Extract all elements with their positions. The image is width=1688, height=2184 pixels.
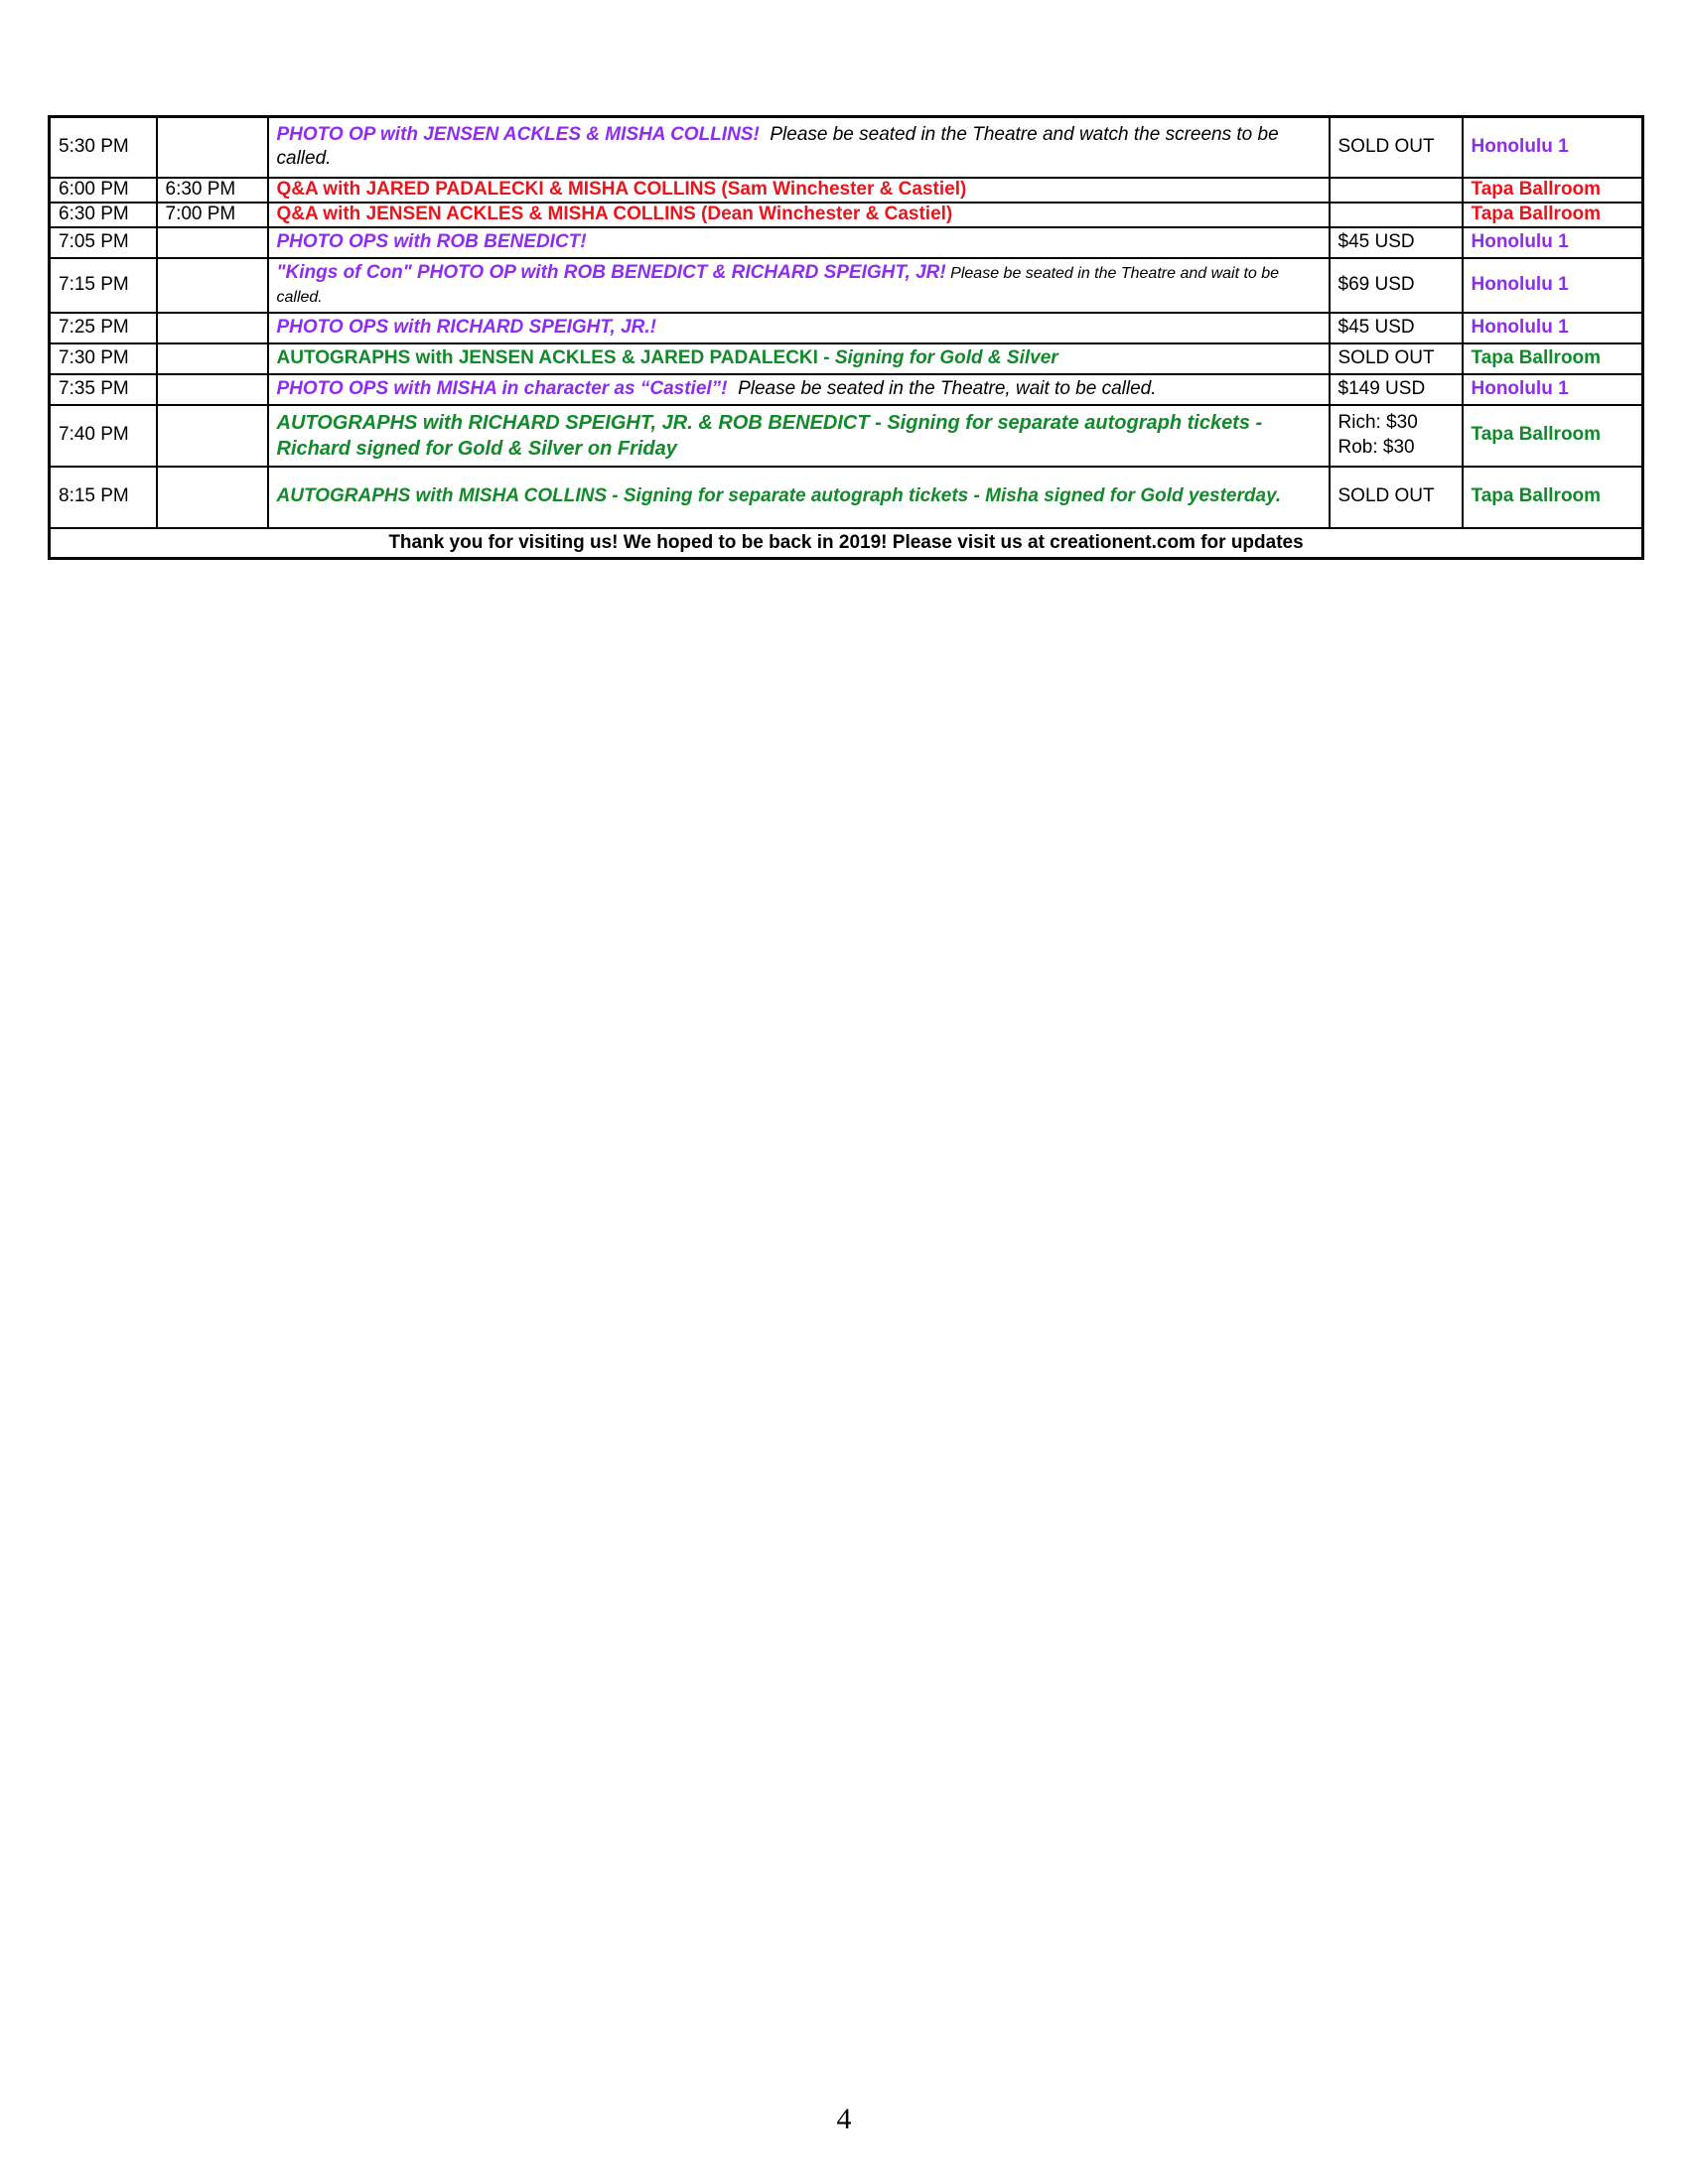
event-title: PHOTO OPS with ROB BENEDICT! <box>268 227 1330 258</box>
room: Tapa Ballroom <box>1463 467 1643 528</box>
page-number: 4 <box>836 2103 852 2135</box>
end-time <box>157 405 268 467</box>
event-description <box>268 343 1330 374</box>
table-row <box>50 203 1643 227</box>
end-time <box>157 374 268 405</box>
end-time: 7:00 PM <box>157 203 268 227</box>
room: Honolulu 1 <box>1463 313 1643 343</box>
event-title: "Kings of Con" PHOTO OP with ROB BENEDICT & RICHARD SPEIGHT, JR! <box>276 261 946 283</box>
table-footer-row <box>50 528 1643 559</box>
event-note: Please be seated in the Theatre and wait to be called. <box>276 264 1280 307</box>
start-time: 7:25 PM <box>50 313 157 343</box>
price: SOLD OUT <box>1330 117 1463 178</box>
end-time <box>157 258 268 313</box>
event-title: PHOTO OP with JENSEN ACKLES & MISHA COLLINS! <box>276 123 760 145</box>
start-time: 7:05 PM <box>50 227 157 258</box>
room: Honolulu 1 <box>1463 227 1643 258</box>
price: $45 USD <box>1330 313 1463 343</box>
event-note: Please be seated in the Theatre, wait to be called. <box>727 377 1157 399</box>
table-row <box>50 374 1643 405</box>
price-line: Rich: $30 <box>1337 411 1418 433</box>
event-title: AUTOGRAPHS with JENSEN ACKLES & JARED PADALECKI - <box>276 346 835 368</box>
price <box>1330 178 1463 203</box>
schedule-table <box>48 115 1644 560</box>
room: Tapa Ballroom <box>1463 343 1643 374</box>
event-description <box>268 117 1330 178</box>
table-row <box>50 405 1643 467</box>
end-time <box>157 117 268 178</box>
table-row <box>50 117 1643 178</box>
end-time <box>157 467 268 528</box>
event-title: PHOTO OPS with RICHARD SPEIGHT, JR.! <box>268 313 1330 343</box>
price: $45 USD <box>1330 227 1463 258</box>
event-title: AUTOGRAPHS with RICHARD SPEIGHT, JR. & ROB BENEDICT - Signing for separate autograph tickets - Richard signed for Gold & Silver on Friday <box>268 405 1330 467</box>
event-title: Q&A with JENSEN ACKLES & MISHA COLLINS (Dean Winchester & Castiel) <box>268 203 1330 227</box>
price: SOLD OUT <box>1330 467 1463 528</box>
price-line: Rob: $30 <box>1337 436 1415 458</box>
room: Honolulu 1 <box>1463 258 1643 313</box>
event-description <box>268 258 1330 313</box>
table-row <box>50 227 1643 258</box>
start-time: 5:30 PM <box>50 117 157 178</box>
price <box>1330 405 1463 467</box>
event-note: Signing for Gold & Silver <box>834 346 1058 368</box>
room: Tapa Ballroom <box>1463 405 1643 467</box>
table-row <box>50 343 1643 374</box>
start-time: 7:40 PM <box>50 405 157 467</box>
start-time: 7:30 PM <box>50 343 157 374</box>
table-row <box>50 258 1643 313</box>
end-time <box>157 227 268 258</box>
end-time <box>157 313 268 343</box>
room: Honolulu 1 <box>1463 374 1643 405</box>
room: Honolulu 1 <box>1463 117 1643 178</box>
end-time <box>157 343 268 374</box>
start-time: 8:15 PM <box>50 467 157 528</box>
table-row <box>50 178 1643 203</box>
event-note: Please be seated in the Theatre and watch the screens to be called. <box>276 123 1284 170</box>
end-time: 6:30 PM <box>157 178 268 203</box>
price <box>1330 203 1463 227</box>
room: Tapa Ballroom <box>1463 178 1643 203</box>
event-title: PHOTO OPS with MISHA in character as “Castiel”! <box>276 377 728 399</box>
price: $69 USD <box>1330 258 1463 313</box>
start-time: 6:00 PM <box>50 178 157 203</box>
start-time: 6:30 PM <box>50 203 157 227</box>
event-description <box>268 374 1330 405</box>
table-row <box>50 313 1643 343</box>
event-title: Q&A with JARED PADALECKI & MISHA COLLINS (Sam Winchester & Castiel) <box>268 178 1330 203</box>
price: SOLD OUT <box>1330 343 1463 374</box>
price: $149 USD <box>1330 374 1463 405</box>
start-time: 7:35 PM <box>50 374 157 405</box>
event-title: AUTOGRAPHS with MISHA COLLINS - Signing for separate autograph tickets - Misha signed for Gold yesterday. <box>268 467 1330 528</box>
footer-message: Thank you for visiting us! We hoped to be back in 2019! Please visit us at creationent.com for updates <box>50 528 1643 559</box>
room: Tapa Ballroom <box>1463 203 1643 227</box>
table-row <box>50 467 1643 528</box>
start-time: 7:15 PM <box>50 258 157 313</box>
